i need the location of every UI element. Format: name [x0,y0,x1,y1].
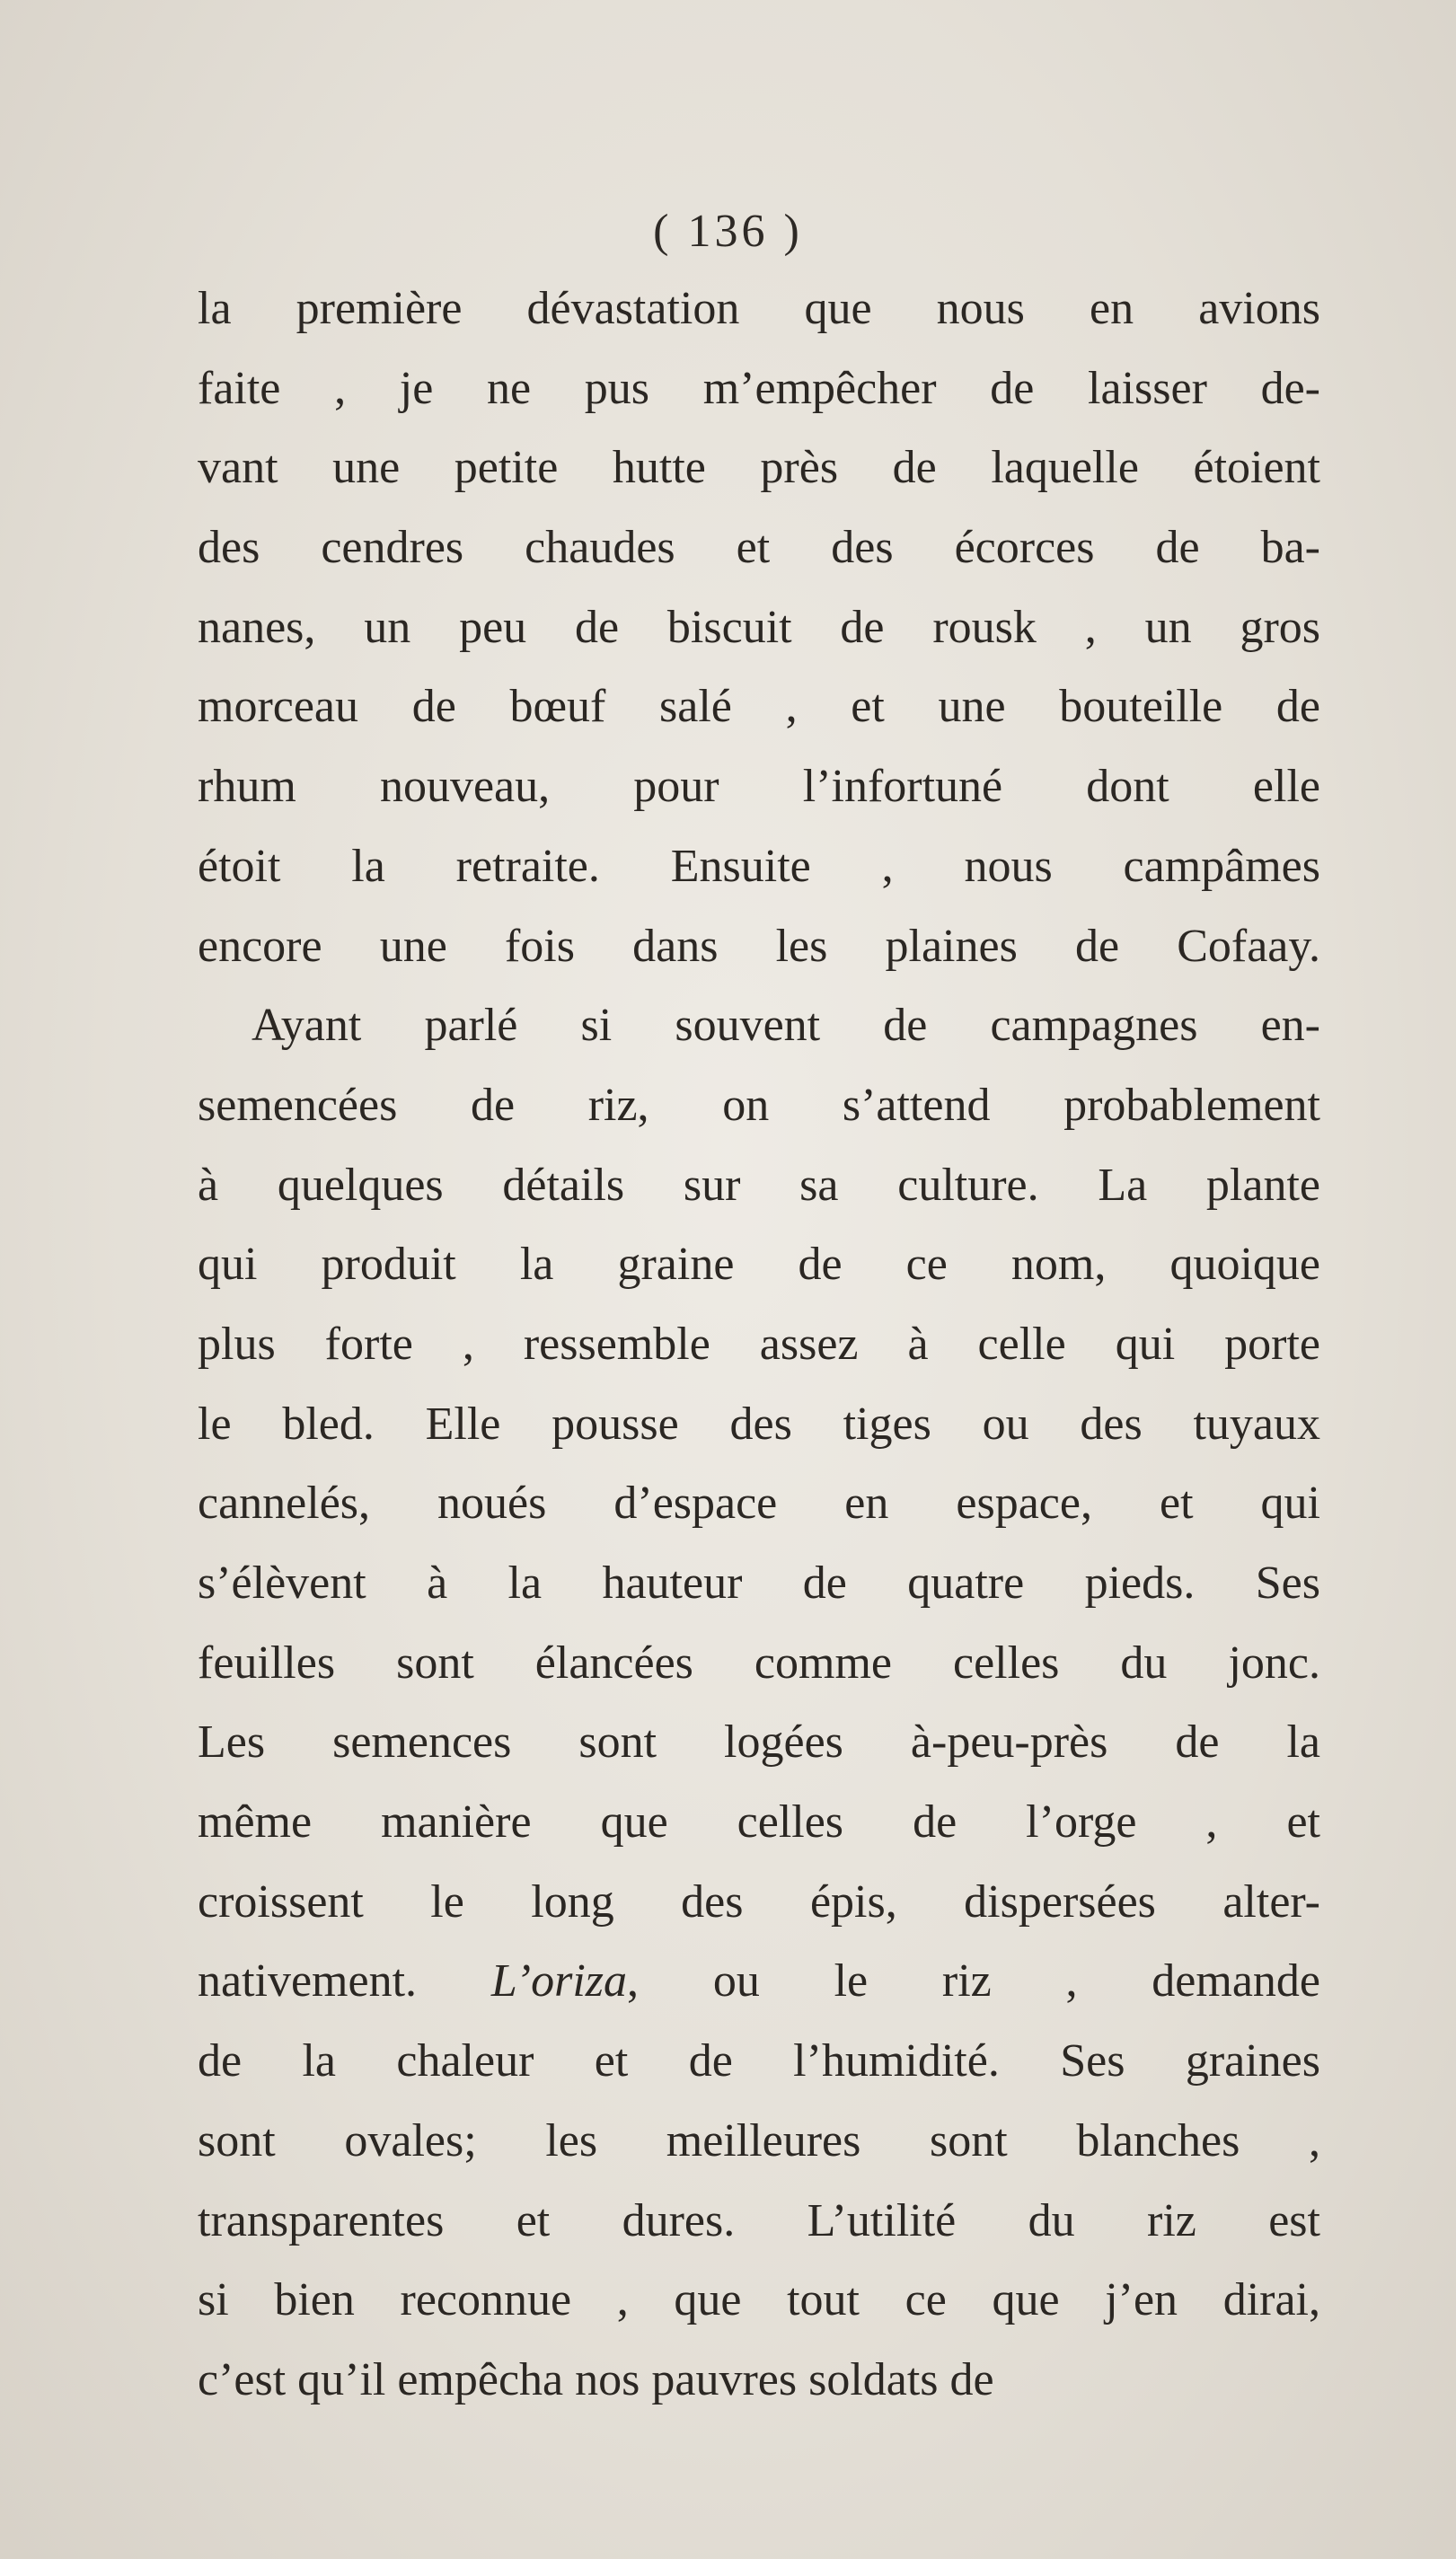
text-line-with-italic [198,1942,1320,2022]
text-line: nanes, un peu de biscuit de rousk , un gros [198,601,1320,653]
text-line: si bien reconnue , que tout ce que j’en dirai, [198,2274,1320,2326]
text-segment: nativement. [198,1955,418,2007]
text-line: de la chaleur et de l’humidité. Ses graines [198,2035,1320,2087]
text-line: s’élèvent à la hauteur de quatre pieds. Ses [198,1557,1320,1609]
text-line: croissent le long des épis, dispersées alter- [198,1875,1320,1928]
text-line: des cendres chaudes et des écorces de ba- [198,522,1320,574]
page-number: ( 136 ) [653,206,803,257]
text-line: feuilles sont élancées comme celles du jonc. [198,1637,1320,1689]
text-line: encore une fois dans les plaines de Cofaay. [198,920,1320,972]
text-line: semencées de riz, on s’attend probablement [198,1079,1320,1131]
text-line: Les semences sont logées à-peu-près de la [198,1716,1320,1769]
text-line: rhum nouveau, pour l’infortuné dont elle [198,761,1320,813]
text-line: faite , je ne pus m’empêcher de laisser de- [198,362,1320,414]
text-line: sont ovales; les meilleures sont blanches , [198,2114,1320,2166]
text-line: plus forte , ressemble assez à celle qui porte [198,1318,1320,1370]
text-line: cannelés, noués d’espace en espace, et qui [198,1478,1320,1530]
text-line: c’est qu’il empêcha nos pauvres soldats de [198,2353,994,2405]
text-line: même manière que celles de l’orge , et [198,1796,1320,1849]
text-line: la première dévastation que nous en avions [198,283,1320,334]
text-segment: , ou le riz , demande [627,1955,1320,2007]
text-line: qui produit la graine de ce nom, quoique [198,1239,1320,1291]
text-line: à quelques détails sur sa culture. La plante [198,1159,1320,1211]
text-line: transparentes et dures. L’utilité du riz est [198,2194,1320,2246]
paragraph-start-line: Ayant parlé si souvent de campagnes en- [251,1000,1320,1052]
italic-term: L’oriza [490,1955,628,2007]
text-line: étoit la retraite. Ensuite , nous campâmes [198,840,1320,892]
text-line: morceau de bœuf salé , et une bouteille de [198,681,1320,733]
text-line: le bled. Elle pousse des tiges ou des tuyaux [198,1398,1320,1450]
body-text [198,269,1320,2421]
text-line: vant une petite hutte près de laquelle étoient [198,442,1320,494]
